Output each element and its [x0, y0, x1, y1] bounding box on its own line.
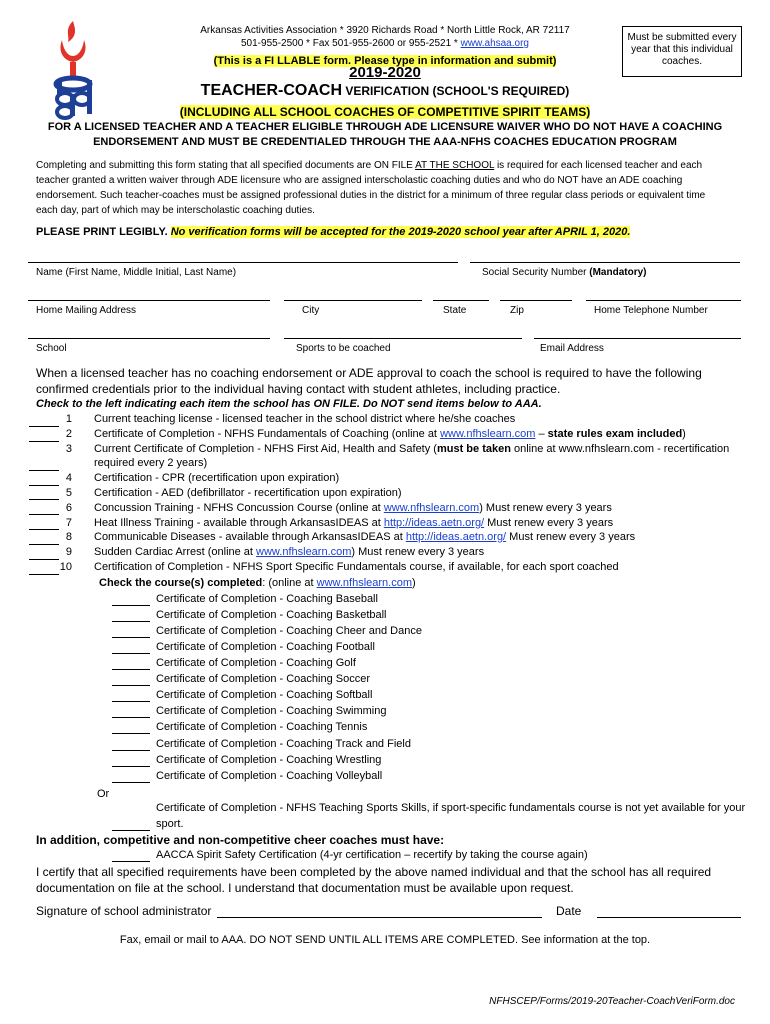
course-football: Certificate of Completion - Coaching Football [156, 641, 375, 653]
item-9-post: ) Must renew every 3 years [351, 546, 485, 558]
course-golf: Certificate of Completion - Coaching Golf [156, 657, 356, 669]
item-5-num: 5 [65, 487, 72, 499]
courses-online: : (online at [262, 577, 317, 589]
course-football-check[interactable] [112, 653, 150, 654]
course-tennis-check[interactable] [112, 733, 150, 734]
zip-input-line[interactable] [500, 300, 572, 301]
form-year: 2019-2020 [349, 64, 421, 81]
phone-input-line[interactable] [586, 300, 741, 301]
sports-input-line[interactable] [284, 338, 522, 339]
heading-line2: ENDORSEMENT AND MUST BE CREDENTIALED THROUGH THE AAA-NFHS COACHES EDUCATION PROGRAM [93, 136, 677, 148]
item-1-text: Current teaching license - licensed teacher in the school district where he/she coaches [94, 413, 516, 425]
item-7-text [94, 517, 613, 529]
deadline-note: No verification forms will be accepted for the 2019-2020 school year after APRIL 1, 2020. [170, 226, 631, 238]
school-input-line[interactable] [28, 338, 270, 339]
course-volleyball: Certificate of Completion - Coaching Volleyball [156, 770, 383, 782]
course-softball: Certificate of Completion - Coaching Softball [156, 689, 373, 701]
name-label: Name (First Name, Middle Initial, Last Name) [36, 267, 237, 278]
item-6-text [94, 502, 612, 514]
item-6-post: ) Must renew every 3 years [479, 502, 612, 514]
course-golf-check[interactable] [112, 669, 150, 670]
ssn-input-line[interactable] [470, 262, 740, 263]
teaching-skills-check[interactable] [112, 830, 150, 831]
item-7-pre: Heat Illness Training - available through ArkansasIDEAS at [94, 517, 384, 529]
intro-part2: is required for each licensed teacher and each teacher granted a written waiver through ADE licensure who are assigned interscholastic coaching duties and who do NOT have an ADE coaching endorsement. Such teacher-coaches must be assigned professional duties in the district for a minimum of three regular class periods or equivalent time each day, part of which may be interscholastic coaching duties. [36, 160, 706, 216]
email-input-line[interactable] [534, 338, 741, 339]
course-wrestling-check[interactable] [112, 766, 150, 767]
item-10-num: 10 [59, 561, 72, 573]
item-1-num: 1 [65, 413, 72, 425]
footer-instructions: Fax, email or mail to AAA. DO NOT SEND UNTIL ALL ITEMS ARE COMPLETED. See information at the top. [119, 934, 651, 946]
item-3-num: 3 [65, 443, 72, 455]
certify-statement: I certify that all specified requirements have been completed by the above named individual and that the school has all required documentation on file at the school. I understand that documentation must be available upon request. [36, 865, 712, 895]
header-phone [150, 38, 620, 49]
teaching-skills-line1: Certificate of Completion - NFHS Teaching Sports Skills, if sport-specific fundamentals course is not yet available for your [156, 802, 746, 814]
course-volleyball-check[interactable] [112, 782, 150, 783]
item-8-text [94, 531, 635, 543]
city-input-line[interactable] [284, 300, 422, 301]
courses-close: ) [412, 577, 416, 589]
item-8-check[interactable] [29, 544, 59, 545]
signature-label: Signature of school administrator [36, 904, 212, 918]
item-7-num: 7 [65, 517, 72, 529]
ssn-label [482, 267, 647, 278]
header-address: Arkansas Activities Association * 3920 Richards Road * North Little Rock, AR 72117 [200, 25, 570, 36]
name-input-line[interactable] [28, 262, 458, 263]
item-5-text: Certification - AED (defibrillator - recertification upon expiration) [94, 487, 402, 499]
course-cheer-check[interactable] [112, 637, 150, 638]
form-title [120, 82, 650, 100]
item-4-check[interactable] [29, 485, 59, 486]
requirements-intro: When a licensed teacher has no coaching endorsement or ADE approval to coach the school is required to have the following confirmed credentials prior to the individual having contact with student athletes, including practice. [36, 366, 702, 396]
course-softball-check[interactable] [112, 701, 150, 702]
courses-label: Check the course(s) completed [99, 577, 263, 589]
form-title-rest: VERIFICATION (SCHOOL'S REQUIRED) [342, 84, 570, 98]
city-label: City [302, 305, 320, 316]
heading-line1: FOR A LICENSED TEACHER AND A TEACHER ELIGIBLE THROUGH ADE LICENSURE WAIVER WHO DO NOT HAVE A COACHING [47, 121, 723, 133]
teaching-skills-line2: sport. [156, 818, 184, 830]
item-6-check[interactable] [29, 514, 59, 515]
date-label: Date [556, 904, 582, 918]
item-3-post: online at www.nfhslearn.com - recertification [510, 443, 730, 455]
item-1-check[interactable] [29, 426, 59, 427]
item-2-pre: Certificate of Completion - NFHS Fundamentals of Coaching (online at [94, 428, 441, 440]
course-track-check[interactable] [112, 750, 150, 751]
item-7-check[interactable] [29, 529, 59, 530]
item-10-text: Certification of Completion - NFHS Sport Specific Fundamentals course, if available, for each sport coached [94, 561, 619, 573]
intro-paragraph [36, 158, 716, 218]
state-label: State [443, 305, 467, 316]
phone-label: Home Telephone Number [594, 305, 708, 316]
courses-heading [99, 577, 416, 589]
item-6-link[interactable]: www.nfhslearn.com [383, 502, 480, 514]
item-3-check[interactable] [29, 470, 59, 471]
address-label: Home Mailing Address [36, 305, 137, 316]
intro-part1: Completing and submitting this form stating that all specified documents are ON FILE [36, 160, 416, 171]
state-input-line[interactable] [433, 300, 489, 301]
item-9-pre: Sudden Cardiac Arrest (online at [94, 546, 257, 558]
subtitle-wrap [100, 103, 670, 121]
course-tennis: Certificate of Completion - Coaching Tennis [156, 721, 368, 733]
item-3-text [94, 443, 729, 455]
email-label: Email Address [540, 343, 604, 354]
item-9-text [94, 546, 484, 558]
course-track: Certificate of Completion - Coaching Track and Field [156, 738, 411, 750]
cheer-item: AACCA Spirit Safety Certification (4-yr certification – recertify by taking the course again) [156, 849, 588, 861]
item-6-pre: Concussion Training - NFHS Concussion Course (online at [94, 502, 384, 514]
item-3-line2: required every 2 years) [94, 457, 208, 469]
item-8-pre: Communicable Diseases - available through ArkansasIDEAS at [94, 531, 406, 543]
fillable-note: (This is a FI LLABLE form. Please type in information and submit) [213, 55, 557, 67]
item-5-check[interactable] [29, 499, 59, 500]
item-9-link[interactable]: www.nfhslearn.com [256, 546, 352, 558]
item-10-check[interactable] [29, 574, 59, 575]
item-6-num: 6 [65, 502, 72, 514]
item-8-link[interactable]: http://ideas.aetn.org/ [405, 531, 507, 543]
form-title-main: TEACHER-COACH [200, 82, 342, 99]
item-4-num: 4 [65, 472, 72, 484]
address-input-line[interactable] [28, 300, 270, 301]
item-2-end: ) [682, 428, 686, 440]
course-basketball-check[interactable] [112, 621, 150, 622]
item-3-bold: must be taken [436, 443, 511, 455]
course-baseball-check[interactable] [112, 605, 150, 606]
item-3-pre: Current Certificate of Completion - NFHS First Aid, Health and Safety ( [94, 443, 437, 455]
ahsaa-link[interactable]: www.ahsaa.org [460, 38, 529, 49]
or-label: Or [97, 788, 110, 800]
date-input-line[interactable] [597, 917, 741, 918]
requirements-instruction: Check to the left indicating each item the school has ON FILE. Do NOT send items below to AAA. [36, 398, 542, 410]
signature-input-line[interactable] [217, 917, 542, 918]
course-soccer: Certificate of Completion - Coaching Soccer [156, 673, 370, 685]
course-swimming: Certificate of Completion - Coaching Swimming [156, 705, 387, 717]
item-9-num: 9 [65, 546, 72, 558]
item-9-check[interactable] [29, 559, 59, 560]
cheer-heading: In addition, competitive and non-competitive cheer coaches must have: [36, 833, 445, 847]
sports-label: Sports to be coached [296, 343, 391, 354]
ssn-label-text: Social Security Number [482, 267, 590, 278]
item-2-link[interactable]: www.nfhslearn.com [440, 428, 536, 440]
course-soccer-check[interactable] [112, 685, 150, 686]
zip-label: Zip [510, 305, 524, 316]
item-8-num: 8 [65, 531, 72, 543]
form-subtitle: (INCLUDING ALL SCHOOL COACHES OF COMPETITIVE SPIRIT TEAMS) [179, 105, 591, 119]
item-2-bold: state rules exam included [547, 428, 683, 440]
header-phone-text: 501-955-2500 * Fax 501-955-2600 or 955-2521 * [241, 38, 461, 49]
item-7-post: Must renew every 3 years [484, 517, 614, 529]
school-label: School [36, 343, 67, 354]
course-basketball: Certificate of Completion - Coaching Basketball [156, 609, 387, 621]
intro-underlined: AT THE SCHOOL [415, 160, 495, 171]
item-2-text [94, 428, 686, 440]
course-swimming-check[interactable] [112, 717, 150, 718]
course-cheer: Certificate of Completion - Coaching Cheer and Dance [156, 625, 422, 637]
print-note [36, 226, 630, 238]
course-wrestling: Certificate of Completion - Coaching Wrestling [156, 754, 382, 766]
courses-link[interactable]: www.nfhslearn.com [316, 577, 413, 589]
aaa-logo [48, 18, 98, 122]
item-2-check[interactable] [29, 441, 59, 442]
item-2-post: – [535, 428, 548, 440]
footer-filename: NFHSCEP/Forms/2019-20Teacher-CoachVeriForm.doc [489, 996, 735, 1007]
cheer-check[interactable] [112, 861, 150, 862]
course-baseball: Certificate of Completion - Coaching Baseball [156, 593, 378, 605]
item-7-link[interactable]: http://ideas.aetn.org/ [383, 517, 485, 529]
item-4-text: Certification - CPR (recertification upon expiration) [94, 472, 340, 484]
item-2-num: 2 [65, 428, 72, 440]
notice-box: Must be submitted every year that this individual coaches. [622, 26, 742, 77]
item-8-post: Must renew every 3 years [506, 531, 636, 543]
ssn-mandatory: (Mandatory) [589, 267, 647, 278]
print-label: PLEASE PRINT LEGIBLY. [36, 226, 168, 238]
